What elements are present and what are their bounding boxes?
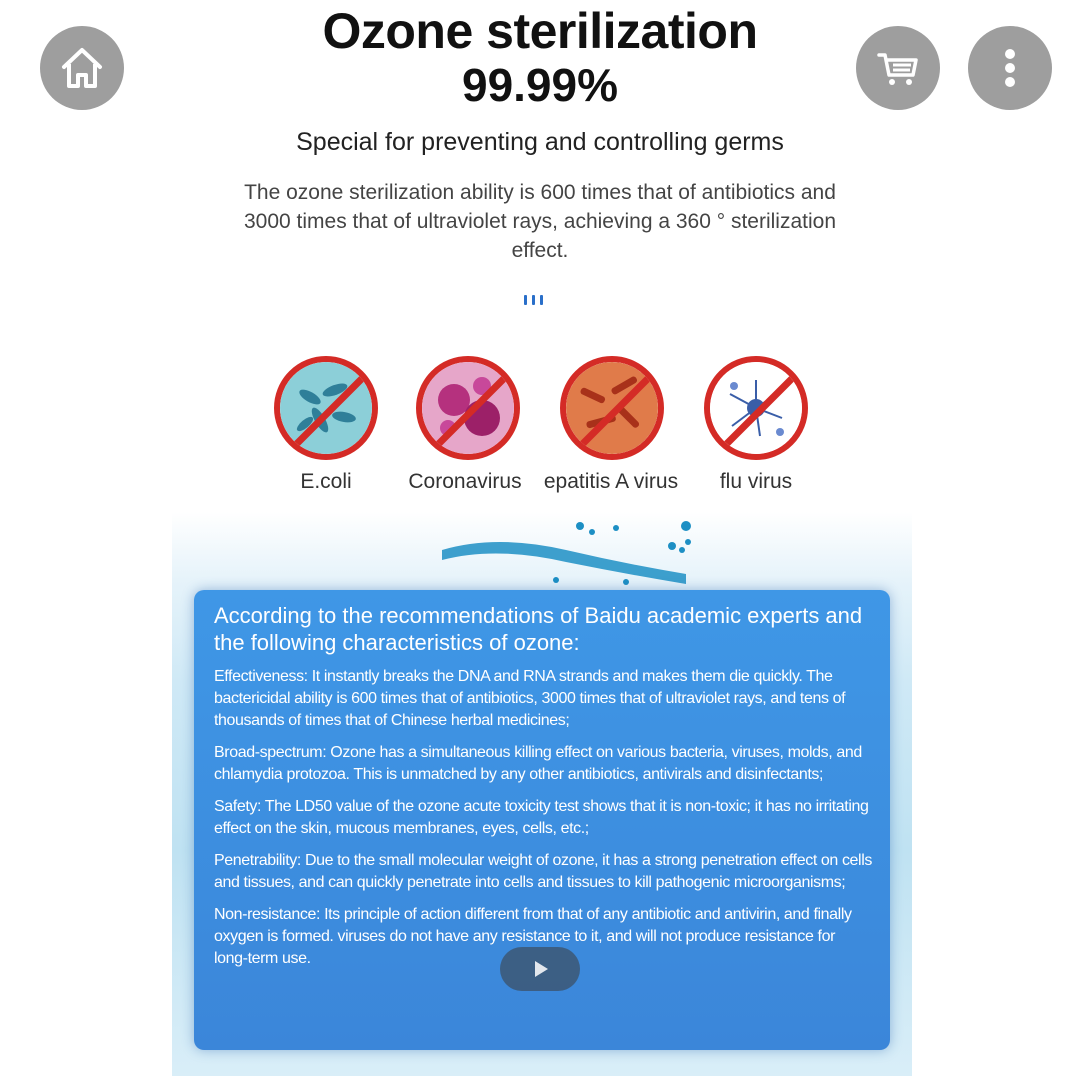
panel-paragraph-non-resistance: Non-resistance: Its principle of action different from that of any antibiotic and antivirin, and finally oxygen is formed. viruses do not have any resistance to it, and will not produce resistance for long-term use. — [214, 906, 852, 967]
more-vertical-icon — [1000, 44, 1020, 92]
germ-icon-hepatitis-a — [560, 356, 664, 460]
more-options-button[interactable] — [968, 26, 1052, 110]
germ-icon-flu-virus — [704, 356, 808, 460]
description: The ozone sterilization ability is 600 times that of antibiotics and 3000 times that of ultraviolet rays, achieving a 360 ° sterilization effect. — [243, 181, 837, 262]
germ-label: flu virus — [719, 470, 793, 493]
cart-button[interactable] — [856, 26, 940, 110]
panel-heading: According to the recommendations of Baidu academic experts and the following characteristics of ozone: — [214, 603, 863, 655]
divider-dots — [524, 292, 554, 304]
germ-icon-ecoli — [274, 356, 378, 460]
panel-paragraph-effectiveness: Effectiveness: It instantly breaks the DNA and RNA strands and makes them die quickly. The bactericidal ability is 600 times that of antibiotics, 3000 times that of ultraviolet rays, and tens of thousands of times that of Chinese herbal medicines; — [214, 668, 846, 729]
page-title: Ozone sterilization — [322, 3, 758, 59]
home-button[interactable] — [40, 26, 124, 110]
play-icon — [529, 958, 551, 980]
panel-paragraph-penetrability: Penetrability: Due to the small molecular weight of ozone, it has a strong penetration effect on cells and tissues, and can quickly penetrate into cells and tissues to kill pathogenic microorganisms; — [214, 852, 872, 891]
cart-icon — [873, 43, 923, 93]
home-icon — [54, 40, 110, 96]
germ-label: E.coli — [300, 470, 352, 493]
panel-paragraph-broad-spectrum: Broad-spectrum: Ozone has a simultaneous killing effect on various bacteria, viruses, molds, and chlamydia protozoa. This is unmatched by any other antibiotics, antivirals and disinfectants; — [214, 744, 862, 783]
molecule-decoration — [436, 520, 706, 590]
video-play-button[interactable] — [500, 947, 580, 991]
page-title-percentage: 99.99% — [461, 59, 618, 111]
germ-label: Coronavirus — [408, 470, 522, 493]
subtitle: Special for preventing and controlling germs — [296, 128, 784, 156]
panel-paragraph-safety: Safety: The LD50 value of the ozone acute toxicity test shows that it is non-toxic; it has no irritating effect on the skin, mucous membranes, eyes, cells, etc.; — [214, 798, 869, 837]
germ-icon-coronavirus — [416, 356, 520, 460]
germ-label: epatitis A virus — [543, 470, 679, 493]
